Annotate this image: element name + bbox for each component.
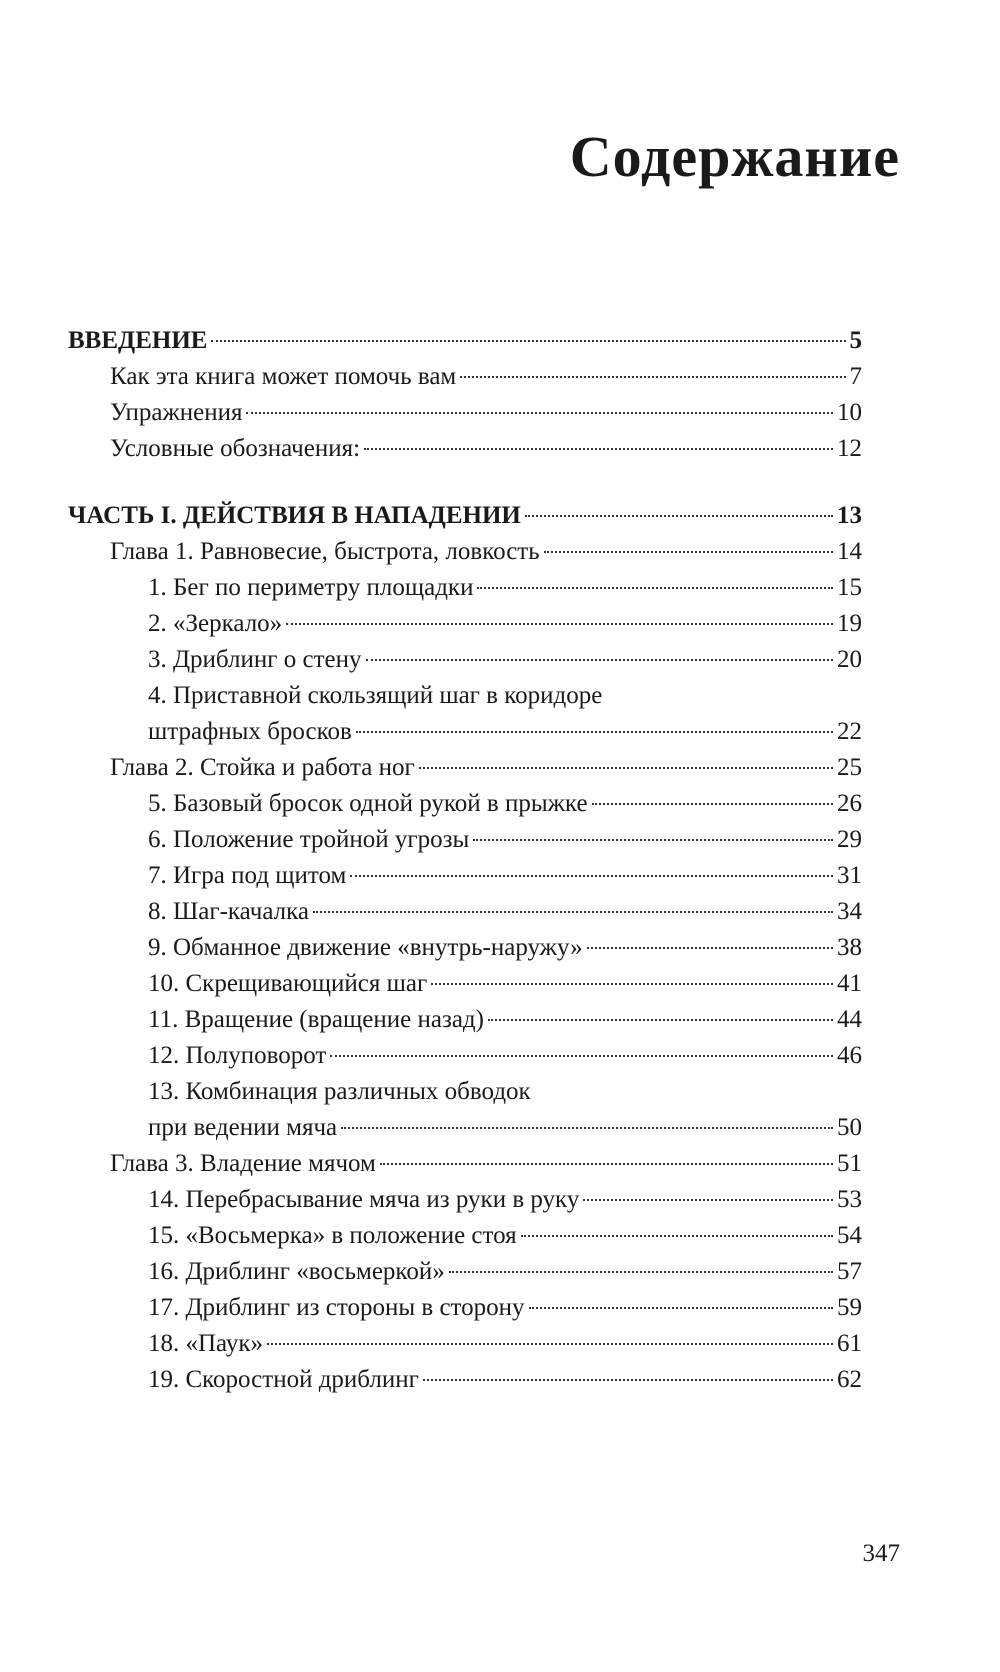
toc-entry — [68, 966, 862, 1002]
toc-entry-page: 26 — [837, 790, 862, 817]
toc-entry-page: 12 — [837, 435, 862, 462]
dot-leader — [356, 731, 833, 733]
toc-entry-label: 2. «Зеркало» — [148, 610, 283, 637]
toc-entry — [68, 1254, 862, 1290]
toc-entry — [68, 858, 862, 894]
toc-entry — [68, 1038, 862, 1074]
toc-entry — [68, 1146, 862, 1182]
toc-entry-page: 51 — [837, 1150, 862, 1177]
toc-entry-page: 41 — [837, 970, 862, 997]
toc-entry-page: 10 — [837, 399, 862, 426]
toc-entry-label: ЧАСТЬ I. ДЕЙСТВИЯ В НАПАДЕНИИ — [68, 502, 521, 529]
toc-entry-page: 46 — [837, 1042, 862, 1069]
toc-entry-label: 12. Полуповорот — [148, 1042, 327, 1069]
dot-leader — [211, 340, 845, 342]
toc-entry — [68, 642, 862, 678]
toc-entry-page: 20 — [837, 646, 862, 673]
dot-leader — [477, 587, 833, 589]
toc-entry-label: ВВЕДЕНИЕ — [68, 327, 208, 354]
toc-entry-label: Как эта книга может помочь вам — [110, 363, 457, 390]
toc-entry — [68, 930, 862, 966]
dot-leader — [419, 767, 833, 769]
toc-entry-label: 5. Базовый бросок одной рукой в прыжке — [148, 790, 588, 817]
toc-entry-page: 34 — [837, 898, 862, 925]
toc-section-heading — [68, 498, 862, 534]
dot-leader — [583, 1199, 833, 1201]
toc-entry-label: при ведении мяча — [148, 1114, 338, 1141]
toc-entry-page: 50 — [837, 1114, 862, 1141]
toc-entry-label: 6. Положение тройной угрозы — [148, 826, 470, 853]
dot-leader — [544, 551, 833, 553]
dot-leader — [529, 1307, 833, 1309]
toc-entry — [68, 894, 862, 930]
toc-entry-page: 57 — [837, 1258, 862, 1285]
dot-leader — [431, 983, 833, 985]
dot-leader — [460, 376, 845, 378]
toc-entry-label: штрафных бросков — [148, 718, 352, 745]
toc-entry — [68, 534, 862, 570]
toc-entry-label: 8. Шаг-качалка — [148, 898, 309, 925]
toc-entry-label: 7. Игра под щитом — [148, 862, 347, 889]
toc-entry-page: 7 — [849, 363, 862, 390]
toc-entry-label: Глава 3. Владение мячом — [110, 1150, 376, 1177]
toc-entry-page: 29 — [837, 826, 862, 853]
toc-entry — [68, 395, 862, 431]
dot-leader — [423, 1379, 833, 1381]
toc-entry-label: Глава 2. Стойка и работа ног — [110, 754, 415, 781]
toc-entry — [68, 570, 862, 606]
toc-entry-page: 15 — [837, 574, 862, 601]
toc-entry-label: 19. Скоростной дриблинг — [148, 1366, 419, 1393]
toc-entry — [68, 1074, 862, 1110]
toc-entry-page: 59 — [837, 1294, 862, 1321]
toc-entry-page: 5 — [849, 327, 862, 354]
toc-entry-label: 14. Перебрасывание мяча из руки в руку — [148, 1186, 580, 1213]
toc-section-heading — [68, 323, 862, 359]
dot-leader — [366, 659, 833, 661]
toc-entry — [68, 1362, 862, 1398]
toc-entry — [68, 359, 862, 395]
toc-entry-page: 22 — [837, 718, 862, 745]
toc-entry-page: 13 — [837, 502, 862, 529]
dot-leader — [286, 623, 833, 625]
toc-entry-page: 44 — [837, 1006, 862, 1033]
toc-entry-label: 4. Приставной скользящий шаг в коридоре — [148, 682, 603, 709]
dot-leader — [246, 412, 833, 414]
toc-entry-label: 11. Вращение (вращение назад) — [148, 1006, 484, 1033]
toc-entry — [68, 431, 862, 467]
toc-entry — [68, 714, 862, 750]
toc-entry-label: 9. Обманное движение «внутрь-наружу» — [148, 934, 583, 961]
toc-entry — [68, 822, 862, 858]
dot-leader — [341, 1127, 833, 1129]
toc-entry — [68, 786, 862, 822]
toc-entry-page: 54 — [837, 1222, 862, 1249]
toc-entry-label: 17. Дриблинг из стороны в сторону — [148, 1294, 525, 1321]
toc-entry-label: 3. Дриблинг о стену — [148, 646, 362, 673]
dot-leader — [525, 515, 833, 517]
toc-entry — [68, 1326, 862, 1362]
toc-entry-label: Упражнения — [110, 399, 243, 426]
dot-leader — [449, 1271, 833, 1273]
dot-leader — [364, 448, 833, 450]
dot-leader — [330, 1055, 833, 1057]
toc-entry-page: 62 — [837, 1366, 862, 1393]
toc-entry — [68, 678, 862, 714]
toc-entry-label: 10. Скрещивающийся шаг — [148, 970, 428, 997]
toc-entry-label: Условные обозначения: — [110, 435, 361, 462]
toc-entry-label: 16. Дриблинг «восьмеркой» — [148, 1258, 445, 1285]
toc-entry — [68, 1218, 862, 1254]
toc-entry-page: 31 — [837, 862, 862, 889]
toc-entry — [68, 1110, 862, 1146]
dot-leader — [592, 803, 833, 805]
toc-entry-label: 1. Бег по периметру площадки — [148, 574, 474, 601]
toc-entry — [68, 750, 862, 786]
toc-entry — [68, 1182, 862, 1218]
toc-entry-label: 13. Комбинация различных обводок — [148, 1078, 531, 1105]
toc-entry-page: 38 — [837, 934, 862, 961]
toc-entry — [68, 606, 862, 642]
page-number: 347 — [862, 1540, 900, 1567]
toc-entry-label: 15. «Восьмерка» в положение стоя — [148, 1222, 517, 1249]
toc-section-gap — [68, 467, 862, 498]
toc-entry-page: 19 — [837, 610, 862, 637]
table-of-contents — [68, 323, 862, 1398]
dot-leader — [521, 1235, 833, 1237]
toc-entry-page: 14 — [837, 538, 862, 565]
toc-entry-label: Глава 1. Равновесие, быстрота, ловкость — [110, 538, 540, 565]
toc-entry-page: 61 — [837, 1330, 862, 1357]
toc-entry-page: 53 — [837, 1186, 862, 1213]
toc-entry-label: 18. «Паук» — [148, 1330, 264, 1357]
page-title: Содержание — [569, 124, 900, 189]
toc-entry — [68, 1002, 862, 1038]
dot-leader — [267, 1343, 833, 1345]
dot-leader — [587, 947, 833, 949]
dot-leader — [488, 1019, 833, 1021]
toc-entry — [68, 1290, 862, 1326]
dot-leader — [350, 875, 833, 877]
dot-leader — [313, 911, 833, 913]
dot-leader — [473, 839, 833, 841]
dot-leader — [380, 1163, 833, 1165]
toc-entry-page: 25 — [837, 754, 862, 781]
